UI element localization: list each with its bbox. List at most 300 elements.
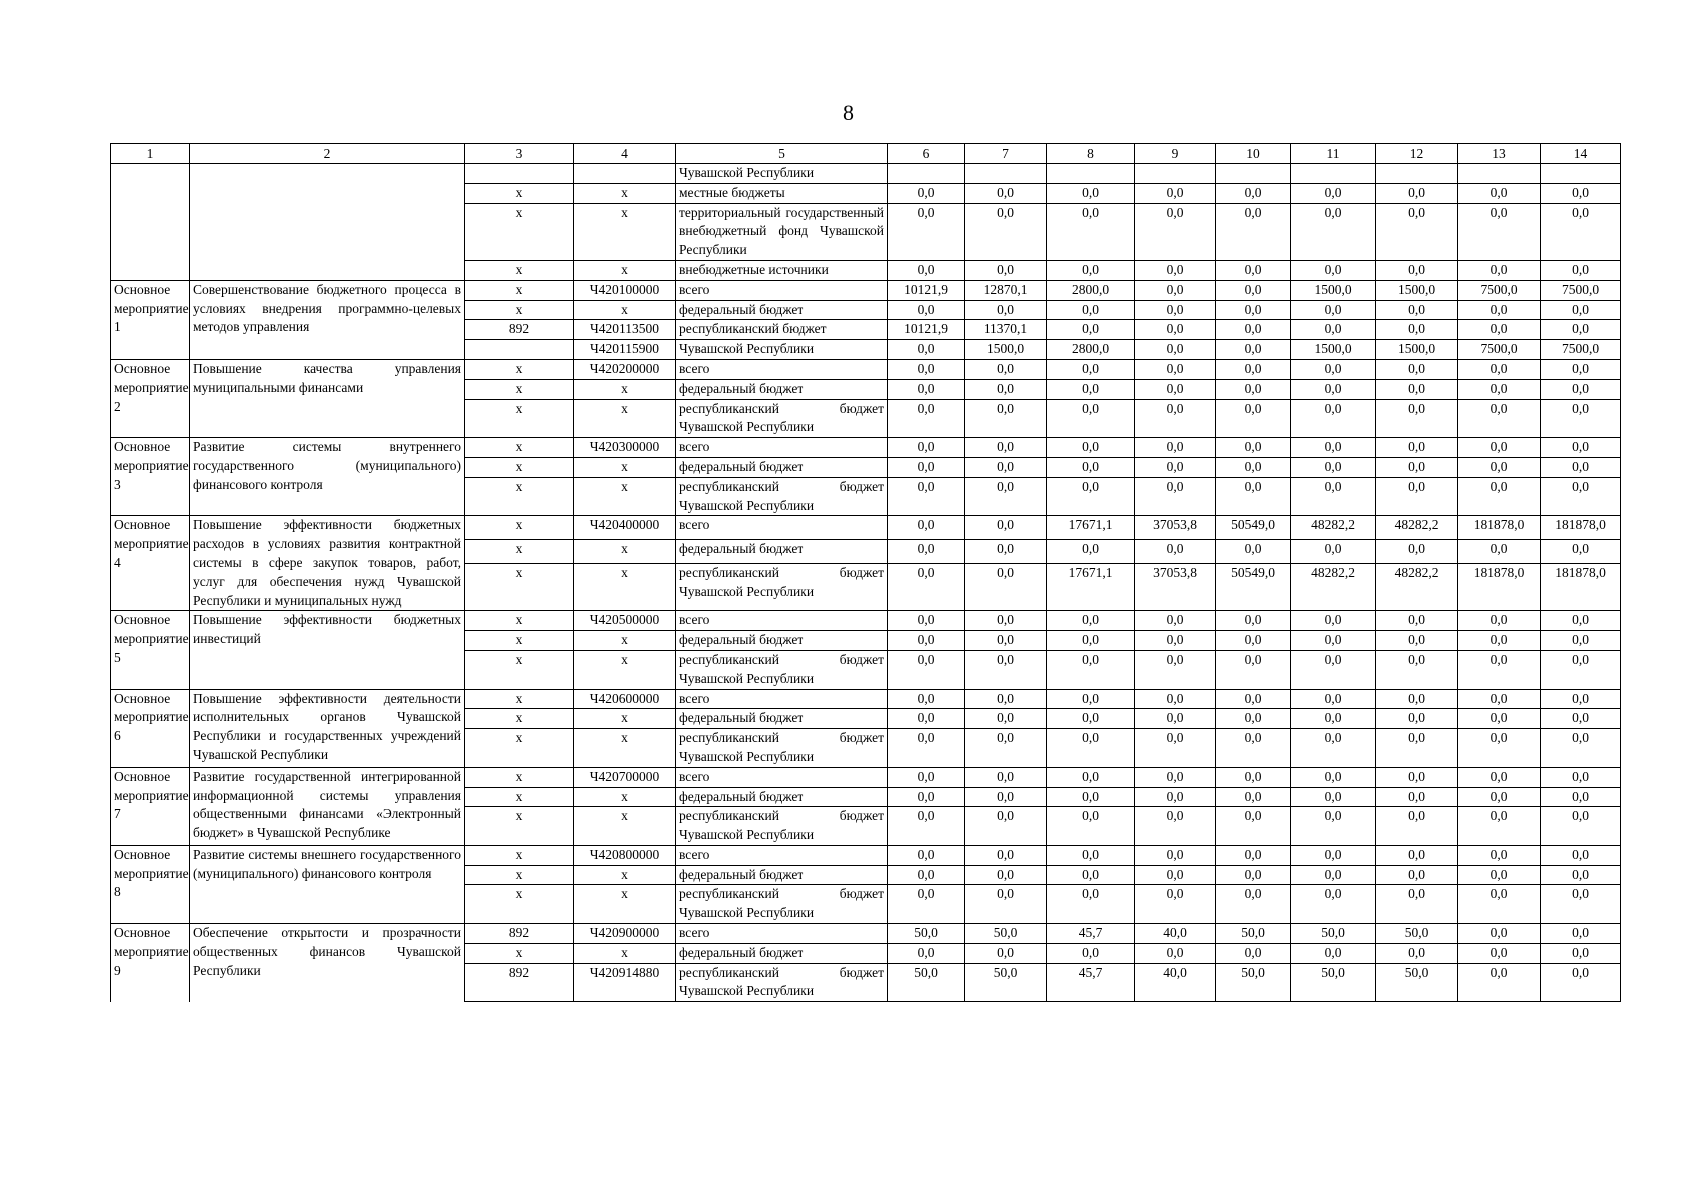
- funding-source-cell: федеральный бюджет: [676, 865, 888, 885]
- amount-cell: 0,0: [1047, 359, 1135, 379]
- amount-cell: 0,0: [1376, 729, 1458, 768]
- budget-code-cell: Ч420300000: [574, 438, 676, 458]
- amount-cell: 0,0: [1047, 865, 1135, 885]
- amount-cell: 0,0: [965, 516, 1047, 540]
- amount-cell: 1500,0: [1291, 340, 1376, 360]
- event-label: Основное мероприятие 4: [111, 516, 190, 611]
- amount-cell: 0,0: [1541, 807, 1621, 846]
- amount-cell: 0,0: [1291, 767, 1376, 787]
- amount-cell: 0,0: [1135, 183, 1216, 203]
- event-name: Повышение эффективности бюджетных инвестиций: [190, 611, 465, 689]
- responsible-code-cell: x: [465, 438, 574, 458]
- budget-code-cell: x: [574, 183, 676, 203]
- amount-cell: 0,0: [1047, 650, 1135, 689]
- amount-cell: 50,0: [1291, 963, 1376, 1002]
- amount-cell: 0,0: [1135, 399, 1216, 438]
- amount-cell: 0,0: [1135, 943, 1216, 963]
- amount-cell: 0,0: [888, 631, 965, 651]
- amount-cell: 0,0: [965, 260, 1047, 280]
- amount-cell: 181878,0: [1458, 564, 1541, 611]
- amount-cell: 0,0: [1376, 260, 1458, 280]
- amount-cell: 0,0: [1458, 203, 1541, 260]
- amount-cell: 0,0: [1135, 340, 1216, 360]
- amount-cell: 0,0: [888, 457, 965, 477]
- amount-cell: 0,0: [1135, 650, 1216, 689]
- amount-cell: [1047, 164, 1135, 184]
- budget-code-cell: x: [574, 379, 676, 399]
- amount-cell: [888, 164, 965, 184]
- amount-cell: 0,0: [1458, 457, 1541, 477]
- amount-cell: 40,0: [1135, 963, 1216, 1002]
- funding-source-cell: территориальный государственный внебюджетный фонд Чувашской Республики: [676, 203, 888, 260]
- amount-cell: 0,0: [1291, 611, 1376, 631]
- responsible-code-cell: x: [465, 564, 574, 611]
- amount-cell: 0,0: [1291, 300, 1376, 320]
- amount-cell: 0,0: [1291, 260, 1376, 280]
- responsible-code-cell: x: [465, 300, 574, 320]
- amount-cell: 0,0: [1458, 611, 1541, 631]
- amount-cell: 0,0: [1291, 709, 1376, 729]
- header-cell: 13: [1458, 144, 1541, 164]
- budget-code-cell: x: [574, 564, 676, 611]
- amount-cell: 0,0: [1541, 260, 1621, 280]
- funding-source-cell: республиканский бюджет Чувашской Республики: [676, 477, 888, 516]
- amount-cell: 0,0: [1458, 540, 1541, 564]
- amount-cell: 12870,1: [965, 280, 1047, 300]
- amount-cell: 0,0: [1376, 631, 1458, 651]
- responsible-code-cell: [465, 164, 574, 184]
- amount-cell: 17671,1: [1047, 516, 1135, 540]
- funding-source-cell: всего: [676, 767, 888, 787]
- responsible-code-cell: x: [465, 943, 574, 963]
- funding-source-cell: республиканский бюджет Чувашской Республики: [676, 885, 888, 924]
- amount-cell: 10121,9: [888, 280, 965, 300]
- responsible-code-cell: x: [465, 477, 574, 516]
- amount-cell: 0,0: [1541, 359, 1621, 379]
- amount-cell: 0,0: [1541, 477, 1621, 516]
- funding-source-cell: республиканский бюджет Чувашской Республики: [676, 650, 888, 689]
- amount-cell: 0,0: [1541, 300, 1621, 320]
- responsible-code-cell: x: [465, 280, 574, 300]
- amount-cell: 0,0: [1135, 260, 1216, 280]
- budget-code-cell: x: [574, 943, 676, 963]
- header-cell: 8: [1047, 144, 1135, 164]
- amount-cell: 0,0: [1047, 438, 1135, 458]
- amount-cell: 0,0: [965, 399, 1047, 438]
- amount-cell: 181878,0: [1541, 564, 1621, 611]
- header-cell: 2: [190, 144, 465, 164]
- amount-cell: 0,0: [1047, 709, 1135, 729]
- amount-cell: 0,0: [1291, 438, 1376, 458]
- responsible-code-cell: x: [465, 650, 574, 689]
- amount-cell: 181878,0: [1541, 516, 1621, 540]
- header-cell: 11: [1291, 144, 1376, 164]
- amount-cell: 0,0: [965, 438, 1047, 458]
- amount-cell: 0,0: [1376, 300, 1458, 320]
- funding-source-cell: федеральный бюджет: [676, 709, 888, 729]
- budget-code-cell: x: [574, 885, 676, 924]
- amount-cell: 0,0: [1376, 650, 1458, 689]
- amount-cell: 0,0: [1458, 865, 1541, 885]
- amount-cell: 0,0: [1541, 540, 1621, 564]
- amount-cell: 0,0: [888, 300, 965, 320]
- amount-cell: 0,0: [965, 540, 1047, 564]
- header-row: [111, 144, 1621, 164]
- amount-cell: 0,0: [1376, 845, 1458, 865]
- funding-source-cell: Чувашской Республики: [676, 164, 888, 184]
- amount-cell: 0,0: [1135, 787, 1216, 807]
- amount-cell: 0,0: [1541, 709, 1621, 729]
- budget-code-cell: x: [574, 457, 676, 477]
- funding-source-cell: Чувашской Республики: [676, 340, 888, 360]
- responsible-code-cell: [465, 340, 574, 360]
- funding-source-cell: всего: [676, 516, 888, 540]
- amount-cell: 0,0: [1541, 689, 1621, 709]
- amount-cell: 0,0: [1291, 183, 1376, 203]
- amount-cell: 0,0: [888, 516, 965, 540]
- amount-cell: 0,0: [965, 300, 1047, 320]
- amount-cell: 0,0: [1291, 399, 1376, 438]
- amount-cell: 0,0: [1135, 438, 1216, 458]
- responsible-code-cell: x: [465, 807, 574, 846]
- amount-cell: 0,0: [888, 359, 965, 379]
- amount-cell: 50549,0: [1216, 516, 1291, 540]
- amount-cell: 0,0: [1135, 203, 1216, 260]
- amount-cell: 0,0: [1047, 767, 1135, 787]
- amount-cell: 0,0: [1541, 729, 1621, 768]
- amount-cell: 1500,0: [1376, 280, 1458, 300]
- amount-cell: 0,0: [965, 729, 1047, 768]
- amount-cell: 0,0: [1047, 787, 1135, 807]
- budget-code-cell: x: [574, 865, 676, 885]
- event-name: Совершенствование бюджетного процесса в условиях внедрения программно-целевых методов управления: [190, 280, 465, 359]
- header-cell: 3: [465, 144, 574, 164]
- funding-source-cell: республиканский бюджет Чувашской Республики: [676, 564, 888, 611]
- amount-cell: 48282,2: [1291, 516, 1376, 540]
- amount-cell: 0,0: [1216, 845, 1291, 865]
- budget-code-cell: x: [574, 650, 676, 689]
- amount-cell: 0,0: [1216, 260, 1291, 280]
- amount-cell: 0,0: [1541, 885, 1621, 924]
- responsible-code-cell: x: [465, 457, 574, 477]
- header-cell: 1: [111, 144, 190, 164]
- amount-cell: 0,0: [1216, 399, 1291, 438]
- amount-cell: 1500,0: [1291, 280, 1376, 300]
- amount-cell: 0,0: [1216, 631, 1291, 651]
- amount-cell: 50,0: [1216, 963, 1291, 1002]
- amount-cell: 0,0: [1376, 438, 1458, 458]
- amount-cell: 0,0: [1047, 183, 1135, 203]
- amount-cell: 0,0: [1047, 845, 1135, 865]
- amount-cell: 0,0: [965, 477, 1047, 516]
- amount-cell: 0,0: [965, 631, 1047, 651]
- budget-code-cell: Ч420113500: [574, 320, 676, 340]
- amount-cell: 0,0: [1047, 399, 1135, 438]
- amount-cell: 50,0: [965, 963, 1047, 1002]
- amount-cell: 0,0: [1376, 477, 1458, 516]
- page-number: 8: [843, 100, 854, 125]
- budget-code-cell: x: [574, 709, 676, 729]
- amount-cell: 17671,1: [1047, 564, 1135, 611]
- amount-cell: 0,0: [1047, 300, 1135, 320]
- funding-source-cell: местные бюджеты: [676, 183, 888, 203]
- funding-source-cell: федеральный бюджет: [676, 379, 888, 399]
- amount-cell: 0,0: [1291, 540, 1376, 564]
- amount-cell: 0,0: [1291, 865, 1376, 885]
- amount-cell: 0,0: [965, 943, 1047, 963]
- header-cell: 7: [965, 144, 1047, 164]
- amount-cell: 7500,0: [1541, 340, 1621, 360]
- amount-cell: 0,0: [1216, 709, 1291, 729]
- amount-cell: 48282,2: [1376, 564, 1458, 611]
- funding-source-cell: всего: [676, 280, 888, 300]
- amount-cell: 0,0: [1216, 379, 1291, 399]
- amount-cell: 0,0: [888, 650, 965, 689]
- funding-source-cell: всего: [676, 359, 888, 379]
- amount-cell: 0,0: [1135, 611, 1216, 631]
- amount-cell: 0,0: [888, 865, 965, 885]
- amount-cell: 0,0: [1135, 457, 1216, 477]
- amount-cell: 0,0: [1291, 885, 1376, 924]
- event-name: Развитие системы внутреннего государственного (муниципального) финансового контроля: [190, 438, 465, 516]
- amount-cell: 50,0: [1291, 924, 1376, 944]
- amount-cell: 0,0: [1541, 611, 1621, 631]
- funding-source-cell: республиканский бюджет Чувашской Республики: [676, 807, 888, 846]
- amount-cell: 0,0: [965, 767, 1047, 787]
- amount-cell: 0,0: [1541, 203, 1621, 260]
- amount-cell: 0,0: [888, 260, 965, 280]
- amount-cell: 0,0: [888, 885, 965, 924]
- amount-cell: 0,0: [1216, 650, 1291, 689]
- amount-cell: 0,0: [1376, 203, 1458, 260]
- amount-cell: 0,0: [1376, 709, 1458, 729]
- amount-cell: 0,0: [1135, 540, 1216, 564]
- funding-source-cell: федеральный бюджет: [676, 943, 888, 963]
- amount-cell: 0,0: [1047, 320, 1135, 340]
- budget-code-cell: Ч420100000: [574, 280, 676, 300]
- amount-cell: 0,0: [1216, 340, 1291, 360]
- amount-cell: 1500,0: [965, 340, 1047, 360]
- amount-cell: 0,0: [1376, 689, 1458, 709]
- responsible-code-cell: x: [465, 359, 574, 379]
- responsible-code-cell: x: [465, 399, 574, 438]
- amount-cell: 0,0: [1216, 729, 1291, 768]
- amount-cell: 0,0: [1216, 300, 1291, 320]
- responsible-code-cell: x: [465, 183, 574, 203]
- table-row: [111, 516, 1621, 540]
- budget-code-cell: x: [574, 399, 676, 438]
- amount-cell: 50,0: [1376, 963, 1458, 1002]
- amount-cell: 0,0: [1135, 807, 1216, 846]
- amount-cell: 0,0: [1541, 183, 1621, 203]
- amount-cell: 0,0: [1047, 379, 1135, 399]
- amount-cell: 7500,0: [1541, 280, 1621, 300]
- amount-cell: 0,0: [1541, 865, 1621, 885]
- amount-cell: 0,0: [1458, 477, 1541, 516]
- event-name: Развитие государственной интегрированной информационной системы управления общественными финансами «Электронный бюджет» в Чувашской Республике: [190, 767, 465, 845]
- amount-cell: 0,0: [1376, 943, 1458, 963]
- amount-cell: 0,0: [1291, 787, 1376, 807]
- amount-cell: 0,0: [1376, 787, 1458, 807]
- amount-cell: 50,0: [965, 924, 1047, 944]
- amount-cell: 0,0: [1458, 845, 1541, 865]
- amount-cell: 0,0: [1047, 477, 1135, 516]
- responsible-code-cell: x: [465, 260, 574, 280]
- funding-source-cell: внебюджетные источники: [676, 260, 888, 280]
- funding-source-cell: федеральный бюджет: [676, 787, 888, 807]
- amount-cell: 0,0: [1216, 359, 1291, 379]
- amount-cell: 0,0: [1047, 611, 1135, 631]
- event-label: Основное мероприятие 3: [111, 438, 190, 516]
- amount-cell: 11370,1: [965, 320, 1047, 340]
- table-row: [111, 924, 1621, 944]
- amount-cell: 0,0: [1135, 729, 1216, 768]
- amount-cell: 0,0: [1047, 807, 1135, 846]
- responsible-code-cell: x: [465, 689, 574, 709]
- amount-cell: 0,0: [1458, 631, 1541, 651]
- responsible-code-cell: x: [465, 787, 574, 807]
- amount-cell: 0,0: [1135, 845, 1216, 865]
- amount-cell: 0,0: [965, 709, 1047, 729]
- event-name: Повышение эффективности деятельности исполнительных органов Чувашской Республики и государственных учреждений Чувашской Республики: [190, 689, 465, 767]
- amount-cell: 0,0: [888, 767, 965, 787]
- funding-source-cell: республиканский бюджет Чувашской Республики: [676, 399, 888, 438]
- budget-code-cell: x: [574, 540, 676, 564]
- amount-cell: [1458, 164, 1541, 184]
- budget-code-cell: x: [574, 300, 676, 320]
- event-label: Основное мероприятие 6: [111, 689, 190, 767]
- funding-source-cell: всего: [676, 924, 888, 944]
- amount-cell: 0,0: [1376, 885, 1458, 924]
- funding-source-cell: федеральный бюджет: [676, 457, 888, 477]
- amount-cell: 0,0: [1541, 631, 1621, 651]
- amount-cell: 0,0: [1216, 807, 1291, 846]
- amount-cell: 0,0: [1376, 540, 1458, 564]
- event-name: Повышение эффективности бюджетных расходов в условиях развития контрактной системы в сфере закупок товаров, работ, услуг для обеспечения нужд Чувашской Республики и муниципальных нужд: [190, 516, 465, 611]
- event-label: [111, 164, 190, 281]
- amount-cell: 40,0: [1135, 924, 1216, 944]
- amount-cell: 48282,2: [1376, 516, 1458, 540]
- amount-cell: 0,0: [1458, 320, 1541, 340]
- amount-cell: 0,0: [1216, 611, 1291, 631]
- amount-cell: 0,0: [888, 943, 965, 963]
- funding-source-cell: республиканский бюджет Чувашской Республики: [676, 729, 888, 768]
- responsible-code-cell: 892: [465, 320, 574, 340]
- budget-code-cell: x: [574, 729, 676, 768]
- amount-cell: 0,0: [1135, 379, 1216, 399]
- amount-cell: 0,0: [1458, 438, 1541, 458]
- amount-cell: 0,0: [1541, 924, 1621, 944]
- amount-cell: 0,0: [1291, 631, 1376, 651]
- header-cell: 14: [1541, 144, 1621, 164]
- amount-cell: 0,0: [1376, 807, 1458, 846]
- amount-cell: [965, 164, 1047, 184]
- amount-cell: 0,0: [1376, 611, 1458, 631]
- amount-cell: 0,0: [1216, 457, 1291, 477]
- amount-cell: 0,0: [1135, 885, 1216, 924]
- amount-cell: 0,0: [1458, 399, 1541, 438]
- budget-code-cell: Ч420200000: [574, 359, 676, 379]
- responsible-code-cell: x: [465, 865, 574, 885]
- amount-cell: 0,0: [1216, 540, 1291, 564]
- budget-code-cell: Ч420700000: [574, 767, 676, 787]
- amount-cell: 0,0: [1458, 807, 1541, 846]
- amount-cell: 0,0: [1291, 477, 1376, 516]
- amount-cell: 0,0: [1376, 767, 1458, 787]
- amount-cell: 0,0: [1047, 540, 1135, 564]
- amount-cell: 0,0: [888, 729, 965, 768]
- amount-cell: 0,0: [1216, 203, 1291, 260]
- amount-cell: 0,0: [1458, 260, 1541, 280]
- amount-cell: 0,0: [1291, 729, 1376, 768]
- amount-cell: 0,0: [1541, 457, 1621, 477]
- amount-cell: 0,0: [965, 564, 1047, 611]
- amount-cell: 0,0: [1047, 631, 1135, 651]
- budget-code-cell: Ч420115900: [574, 340, 676, 360]
- amount-cell: 0,0: [1541, 379, 1621, 399]
- amount-cell: 0,0: [1458, 885, 1541, 924]
- budget-code-cell: x: [574, 203, 676, 260]
- amount-cell: 37053,8: [1135, 564, 1216, 611]
- amount-cell: [1541, 164, 1621, 184]
- header-cell: 10: [1216, 144, 1291, 164]
- amount-cell: [1291, 164, 1376, 184]
- amount-cell: 0,0: [1458, 689, 1541, 709]
- budget-code-cell: Ч420500000: [574, 611, 676, 631]
- amount-cell: 0,0: [888, 709, 965, 729]
- amount-cell: 0,0: [1135, 865, 1216, 885]
- amount-cell: 37053,8: [1135, 516, 1216, 540]
- responsible-code-cell: 892: [465, 963, 574, 1002]
- amount-cell: 2800,0: [1047, 280, 1135, 300]
- amount-cell: 0,0: [1458, 963, 1541, 1002]
- amount-cell: 0,0: [1458, 943, 1541, 963]
- amount-cell: 0,0: [888, 183, 965, 203]
- amount-cell: 50549,0: [1216, 564, 1291, 611]
- amount-cell: 0,0: [888, 845, 965, 865]
- amount-cell: 0,0: [888, 438, 965, 458]
- header-cell: 9: [1135, 144, 1216, 164]
- responsible-code-cell: x: [465, 516, 574, 540]
- amount-cell: 0,0: [1376, 457, 1458, 477]
- amount-cell: 0,0: [965, 885, 1047, 924]
- budget-code-cell: x: [574, 807, 676, 846]
- event-label: Основное мероприятие 9: [111, 924, 190, 1002]
- amount-cell: 45,7: [1047, 924, 1135, 944]
- amount-cell: 0,0: [1216, 787, 1291, 807]
- responsible-code-cell: x: [465, 767, 574, 787]
- amount-cell: 0,0: [1216, 183, 1291, 203]
- responsible-code-cell: x: [465, 379, 574, 399]
- header-cell: 12: [1376, 144, 1458, 164]
- amount-cell: 0,0: [965, 183, 1047, 203]
- table-row: [111, 611, 1621, 631]
- responsible-code-cell: x: [465, 729, 574, 768]
- table-row: [111, 280, 1621, 300]
- amount-cell: 0,0: [1458, 300, 1541, 320]
- amount-cell: 0,0: [965, 845, 1047, 865]
- amount-cell: 0,0: [1541, 787, 1621, 807]
- amount-cell: 0,0: [1291, 320, 1376, 340]
- amount-cell: 0,0: [888, 787, 965, 807]
- amount-cell: 0,0: [1376, 183, 1458, 203]
- amount-cell: 0,0: [1135, 709, 1216, 729]
- amount-cell: 0,0: [1135, 631, 1216, 651]
- amount-cell: 0,0: [965, 787, 1047, 807]
- amount-cell: 0,0: [888, 807, 965, 846]
- amount-cell: 0,0: [1135, 767, 1216, 787]
- amount-cell: 0,0: [1291, 943, 1376, 963]
